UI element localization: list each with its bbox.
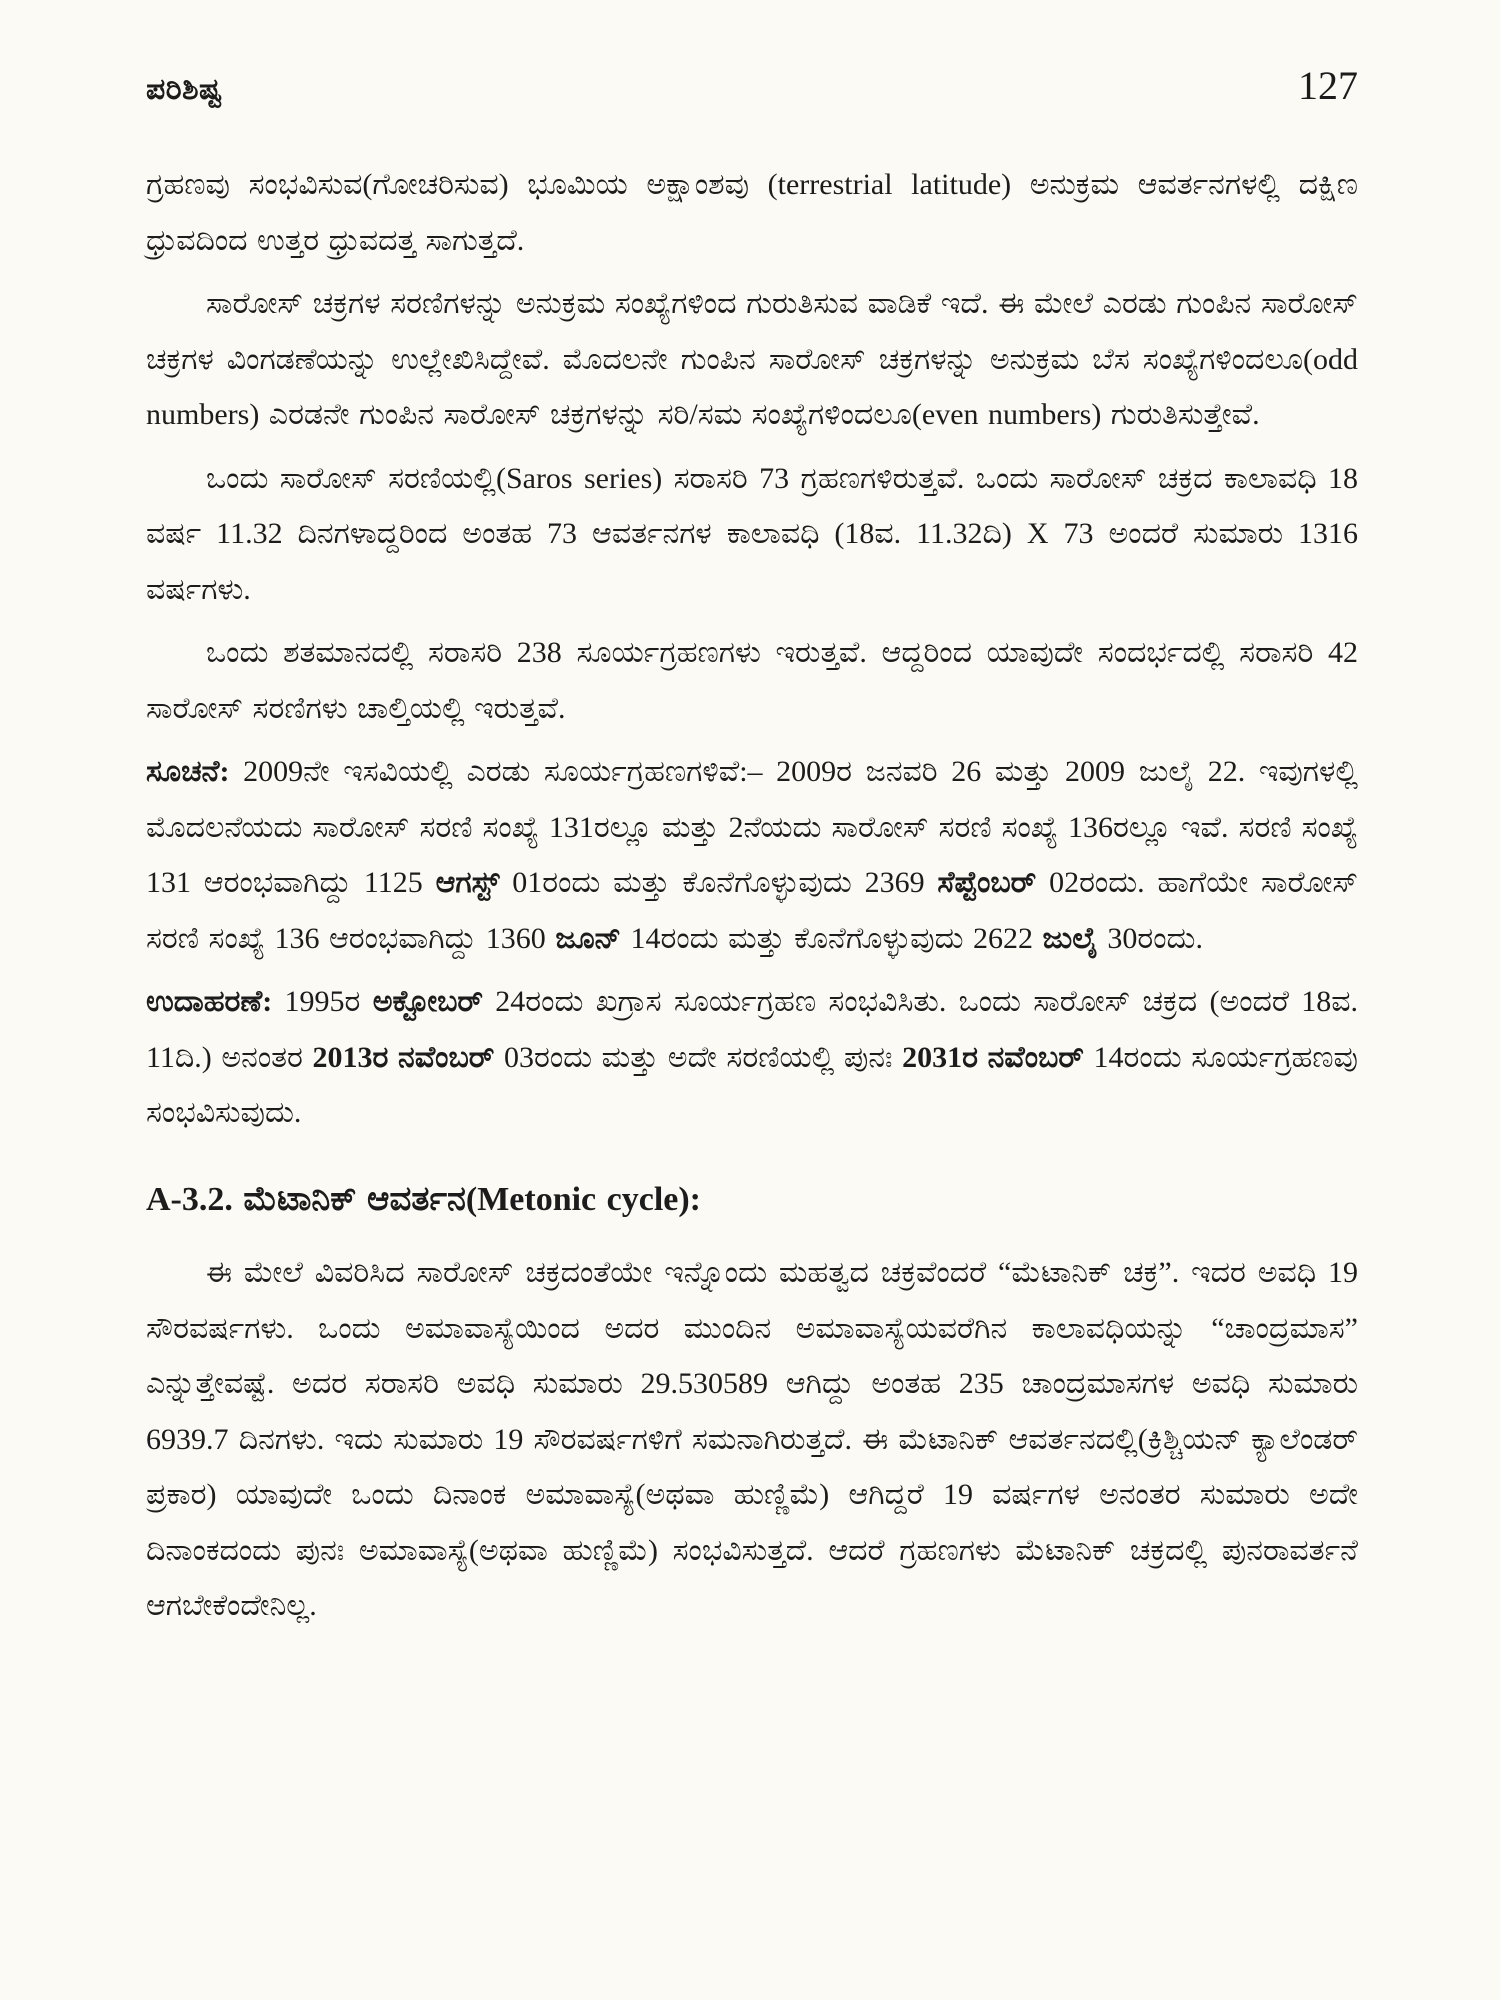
text-run: 03ರಂದು ಮತ್ತು ಅದೇ ಸರಣಿಯಲ್ಲಿ ಪುನಃ xyxy=(494,1040,903,1074)
text-run: 2031ರ ನವೆಂಬರ್ xyxy=(902,1040,1084,1074)
text-run: ಈ ಮೇಲೆ ವಿವರಿಸಿದ ಸಾರೋಸ್ ಚಕ್ರದಂತೆಯೇ ಇನ್ನೊಂದು ಮಹತ್ವದ ಚಕ್ರವೆಂದರೆ “ಮೆಟಾನಿಕ್ ಚಕ್ರ”. ಇದರ ಅವಧಿ 19 ಸೌರವರ್ಷಗಳು. ಒಂದು ಅಮಾವಾಸ್ಯೆಯಿಂದ ಅದರ ಮುಂದಿನ ಅಮಾವಾಸ್ಯೆಯವರೆಗಿನ ಕಾಲಾವಧಿಯನ್ನು “ಚಾಂದ್ರಮಾಸ” ಎನ್ನುತ್ತೇವಷ್ಟೆ. ಅದರ ಸರಾಸರಿ ಅವಧಿ ಸುಮಾರು 29.530589 ಆಗಿದ್ದು ಅಂತಹ 235 ಚಾಂದ್ರಮಾಸಗಳ ಅವಧಿ ಸುಮಾರು 6939.7 ದಿನಗಳು. ಇದು ಸುಮಾರು 19 ಸೌರವರ್ಷಗಳಿಗೆ ಸಮನಾಗಿರುತ್ತದೆ. ಈ ಮೆಟಾನಿಕ್ ಆವರ್ತನದಲ್ಲಿ(ಕ್ರಿಶ್ಚಿಯನ್ ಕ್ಯಾಲೆಂಡರ್ ಪ್ರಕಾರ) ಯಾವುದೇ ಒಂದು ದಿನಾಂಕ ಅಮಾವಾಸ್ಯೆ(ಅಥವಾ ಹುಣ್ಣಿಮೆ) ಆಗಿದ್ದರೆ 19 ವರ್ಷಗಳ ಅನಂತರ ಸುಮಾರು ಅದೇ ದಿನಾಂಕದಂದು ಪುನಃ ಅಮಾವಾಸ್ಯೆ(ಅಥವಾ ಹುಣ್ಣಿಮೆ) ಸಂಭವಿಸುತ್ತದೆ. ಆದರೆ ಗ್ರಹಣಗಳು ಮೆಟಾನಿಕ್ ಚಕ್ರದಲ್ಲಿ ಪುನರಾವರ್ತನೆ ಆಗಬೇಕೆಂದೇನಿಲ್ಲ. xyxy=(146,1256,1358,1623)
text-run: 2009ನೇ ಇಸವಿಯಲ್ಲಿ ಎರಡು ಸೂರ್ಯಗ್ರಹಣಗಳಿವೆ:– 2009ರ ಜನವರಿ 26 ಮತ್ತು 2009 ಜುಲೈ 22. ಇವುಗಳಲ್ಲಿ ಮೊದಲನೆಯದು ಸಾರೋಸ್ ಸರಣಿ ಸಂಖ್ಯೆ 131ರಲ್ಲೂ ಮತ್ತು 2ನೆಯದು ಸಾರೋಸ್ ಸರಣಿ ಸಂಖ್ಯೆ 136ರಲ್ಲೂ ಇವೆ. ಸರಣಿ ಸಂಖ್ಯೆ 131 ಆರಂಭವಾಗಿದ್ದು 1125 xyxy=(146,755,1358,899)
text-run: ಆಗಸ್ಟ್ xyxy=(435,866,500,899)
text-run: 14ರಂದು ಸೂರ್ಯಗ್ರಹಣವು ಸಂಭವಿಸುವುದು. xyxy=(146,1040,1358,1129)
text-run: ಸೆಪ್ಟೆಂಬರ್ xyxy=(937,866,1037,899)
text-run: ಗ್ರಹಣವು ಸಂಭವಿಸುವ(ಗೋಚರಿಸುವ) ಭೂಮಿಯ ಅಕ್ಷಾಂಶವು (terrestrial latitude) ಅನುಕ್ರಮ ಆವರ್ತನಗಳಲ್ಲಿ ದಕ್ಷಿಣ ಧ್ರುವದಿಂದ ಉತ್ತರ ಧ್ರುವದತ್ತ ಸಾಗುತ್ತದೆ. xyxy=(146,168,1358,257)
page-number: 127 xyxy=(1298,63,1358,108)
page-body xyxy=(146,157,1358,1634)
text-run: 02ರಂದು. ಹಾಗೆಯೇ ಸಾರೋಸ್ ಸರಣಿ ಸಂಖ್ಯೆ 136 ಆರಂಭವಾಗಿದ್ದು 1360 xyxy=(146,866,1359,955)
paragraph xyxy=(146,276,1358,443)
text-run: ಅಕ್ಟೋಬರ್ xyxy=(372,985,483,1018)
text-run: 24ರಂದು ಖಗ್ರಾಸ ಸೂರ್ಯಗ್ರಹಣ ಸಂಭವಿಸಿತು. ಒಂದು ಸಾರೋಸ್ ಚಕ್ರದ (ಅಂದರೆ 18ವ. 11ದಿ.) ಅನಂತರ xyxy=(146,985,1358,1074)
paragraph xyxy=(146,625,1358,736)
paragraph xyxy=(146,157,1358,268)
paragraph xyxy=(146,1245,1358,1634)
text-run: ಒಂದು ಶತಮಾನದಲ್ಲಿ ಸರಾಸರಿ 238 ಸೂರ್ಯಗ್ರಹಣಗಳು ಇರುತ್ತವೆ. ಆದ್ದರಿಂದ ಯಾವುದೇ ಸಂದರ್ಭದಲ್ಲಿ ಸರಾಸರಿ 42 ಸಾರೋಸ್ ಸರಣಿಗಳು ಚಾಲ್ತಿಯಲ್ಲಿ ಇರುತ್ತವೆ. xyxy=(146,636,1358,725)
text-run: ಸೂಚನೆ: xyxy=(146,755,230,788)
text-run: ಜುಲೈ xyxy=(1042,921,1098,955)
text-run: 2013ರ ನವೆಂಬರ್ xyxy=(312,1040,495,1074)
text-run: ಉದಾಹರಣೆ: xyxy=(146,985,273,1018)
section-heading xyxy=(146,1169,1358,1232)
text-run: ಜೂನ್ xyxy=(555,921,622,955)
text-run: 01ರಂದು ಮತ್ತು ಕೊನೆಗೊಳ್ಳುವುದು 2369 xyxy=(499,866,938,899)
text-run: 30ರಂದು. xyxy=(1097,921,1203,955)
text-run: ಸಾರೋಸ್ ಚಕ್ರಗಳ ಸರಣಿಗಳನ್ನು ಅನುಕ್ರಮ ಸಂಖ್ಯೆಗಳಿಂದ ಗುರುತಿಸುವ ವಾಡಿಕೆ ಇದೆ. ಈ ಮೇಲೆ ಎರಡು ಗುಂಪಿನ ಸಾರೋಸ್ ಚಕ್ರಗಳ ವಿಂಗಡಣೆಯನ್ನು ಉಲ್ಲೇಖಿಸಿದ್ದೇವೆ. ಮೊದಲನೇ ಗುಂಪಿನ ಸಾರೋಸ್ ಚಕ್ರಗಳನ್ನು ಅನುಕ್ರಮ ಬೆಸ ಸಂಖ್ಯೆಗಳಿಂದಲೂ(odd numbers) ಎರಡನೇ ಗುಂಪಿನ ಸಾರೋಸ್ ಚಕ್ರಗಳನ್ನು ಸರಿ/ಸಮ ಸಂಖ್ಯೆಗಳಿಂದಲೂ(even numbers) ಗುರುತಿಸುತ್ತೇವೆ. xyxy=(146,287,1358,431)
text-run: 14ರಂದು ಮತ್ತು ಕೊನೆಗೊಳ್ಳುವುದು 2622 xyxy=(621,921,1043,955)
running-title: ಪರಿಶಿಷ್ಟ xyxy=(146,73,223,106)
paragraph xyxy=(146,744,1358,966)
text-run: A-3.2. ಮೆಟಾನಿಕ್ ಆವರ್ತನ(Metonic cycle): xyxy=(146,1180,702,1218)
page-header xyxy=(146,62,1358,109)
paragraph xyxy=(146,974,1358,1141)
text-run: ಒಂದು ಸಾರೋಸ್ ಸರಣಿಯಲ್ಲಿ(Saros series) ಸರಾಸರಿ 73 ಗ್ರಹಣಗಳಿರುತ್ತವೆ. ಒಂದು ಸಾರೋಸ್ ಚಕ್ರದ ಕಾಲಾವಧಿ 18 ವರ್ಷ 11.32 ದಿನಗಳಾದ್ದರಿಂದ ಅಂತಹ 73 ಆವರ್ತನಗಳ ಕಾಲಾವಧಿ (18ವ. 11.32ದಿ) X 73 ಅಂದರೆ ಸುಮಾರು 1316 ವರ್ಷಗಳು. xyxy=(146,461,1358,606)
text-run: 1995ರ xyxy=(272,985,373,1018)
paragraph xyxy=(146,451,1358,618)
